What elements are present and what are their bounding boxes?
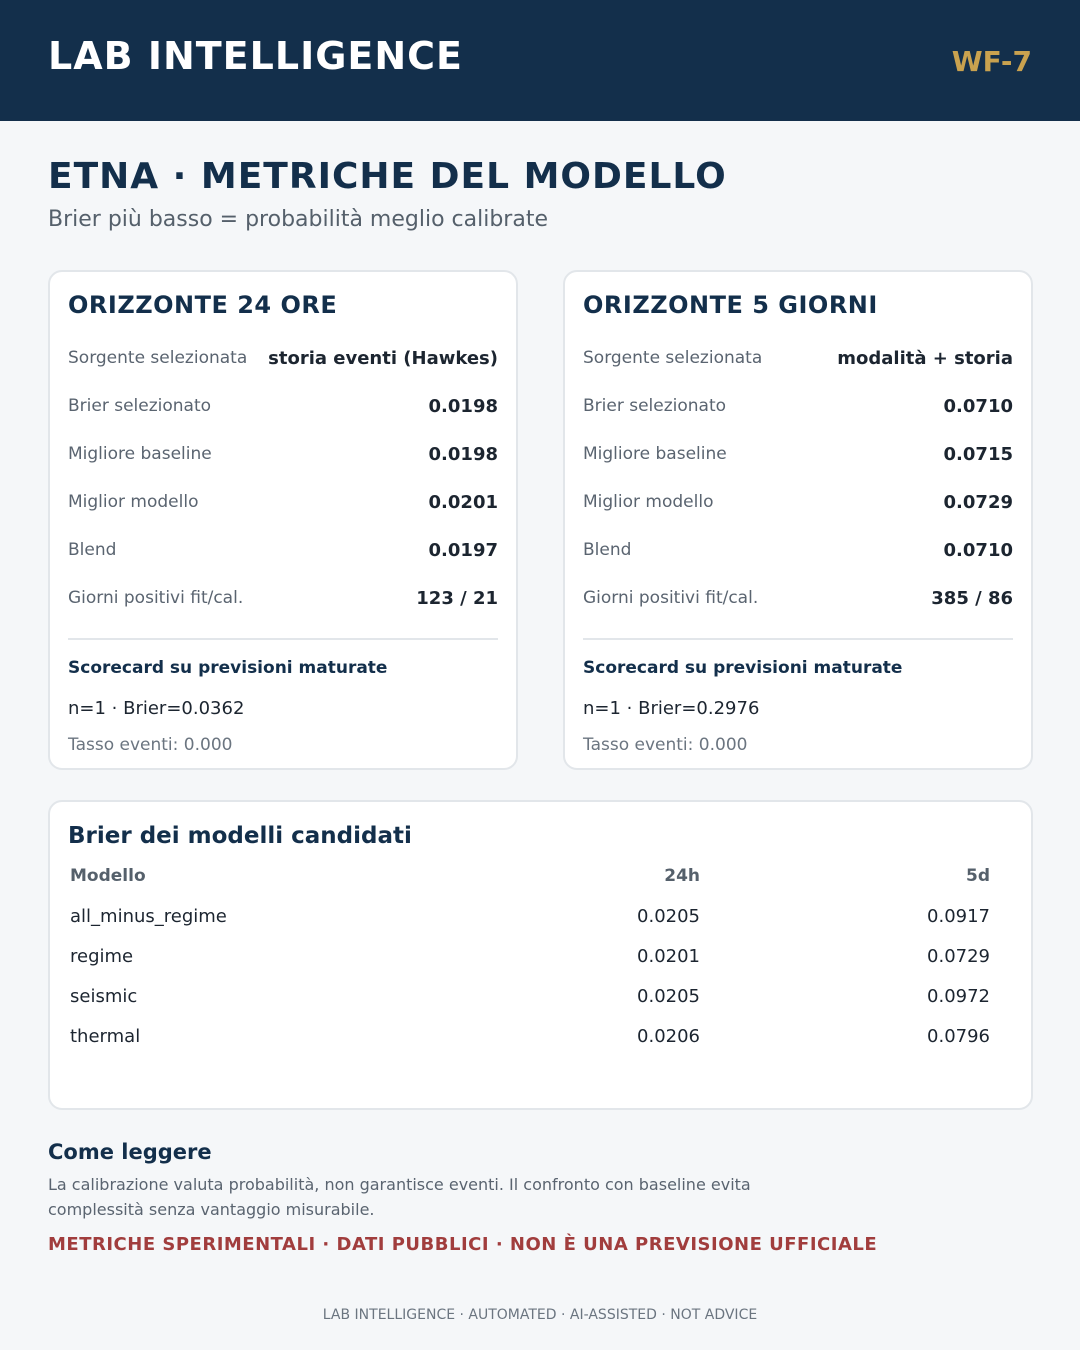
model-name: all_minus_regime	[70, 905, 227, 927]
card-divider	[583, 638, 1013, 640]
metric-row-blend	[68, 535, 498, 565]
metric-value: 0.0710	[943, 539, 1013, 561]
page-subtitle: Brier più basso = probabilità meglio calibrate	[48, 207, 548, 232]
candidate-models-card	[48, 800, 1033, 1110]
scorecard-title: Scorecard su previsioni maturate	[68, 658, 388, 678]
metric-row-best-baseline	[583, 439, 1013, 469]
metric-value: 0.0201	[428, 491, 498, 513]
metric-value: 0.0715	[943, 443, 1013, 465]
scorecard-stats: n=1 · Brier=0.0362	[68, 698, 245, 719]
model-brier-5d: 0.0729	[927, 945, 990, 967]
column-header-5d: 5d	[966, 866, 990, 886]
model-brier-24h: 0.0205	[637, 905, 700, 927]
model-name: thermal	[70, 1025, 141, 1047]
metric-label: Sorgente selezionata	[583, 348, 763, 368]
column-header-24h: 24h	[664, 866, 700, 886]
app-header	[0, 0, 1080, 121]
model-name: regime	[70, 945, 134, 967]
metric-label: Giorni positivi fit/cal.	[68, 588, 244, 608]
model-brier-5d: 0.0917	[927, 905, 990, 927]
card-title: ORIZZONTE 5 GIORNI	[583, 291, 878, 319]
metric-label: Blend	[68, 540, 117, 560]
table-row	[70, 1016, 990, 1056]
report-code: WF-7	[951, 45, 1032, 78]
scorecard-event-rate: Tasso eventi: 0.000	[68, 735, 233, 755]
horizon-card-5d	[563, 270, 1033, 770]
metric-label: Miglior modello	[583, 492, 714, 512]
horizon-card-24h	[48, 270, 518, 770]
model-brier-5d: 0.0972	[927, 985, 990, 1007]
metric-row-selected-brier	[68, 391, 498, 421]
model-brier-5d: 0.0796	[927, 1025, 990, 1047]
metric-label: Migliore baseline	[583, 444, 727, 464]
metric-value: 385 / 86	[931, 587, 1013, 609]
metric-row-source	[68, 343, 498, 373]
metric-label: Brier selezionato	[68, 396, 212, 416]
brand-title: LAB INTELLIGENCE	[48, 34, 463, 78]
metric-row-best-model	[583, 487, 1013, 517]
metric-label: Brier selezionato	[583, 396, 727, 416]
metric-row-blend	[583, 535, 1013, 565]
metric-row-positive-days	[583, 583, 1013, 613]
metric-label: Migliore baseline	[68, 444, 212, 464]
metric-value: modalità + storia	[837, 347, 1013, 369]
table-row	[70, 976, 990, 1016]
metric-value: 0.0198	[428, 395, 498, 417]
scorecard-stats: n=1 · Brier=0.2976	[583, 698, 760, 719]
model-brier-24h: 0.0201	[637, 945, 700, 967]
metric-row-best-baseline	[68, 439, 498, 469]
metric-value: 0.0198	[428, 443, 498, 465]
metric-value: 0.0729	[943, 491, 1013, 513]
metric-row-selected-brier	[583, 391, 1013, 421]
table-row	[70, 936, 990, 976]
howto-text: La calibrazione valuta probabilità, non garantisce eventi. Il confronto con baseline evita complessità senza vantaggio misurabile.	[48, 1175, 751, 1219]
metric-label: Blend	[583, 540, 632, 560]
models-title: Brier dei modelli candidati	[68, 823, 412, 849]
models-table	[70, 866, 990, 1056]
metric-label: Miglior modello	[68, 492, 199, 512]
table-row	[70, 896, 990, 936]
metric-value: storia eventi (Hawkes)	[268, 347, 498, 369]
disclaimer-banner: METRICHE SPERIMENTALI · DATI PUBBLICI · NON È UNA PREVISIONE UFFICIALE	[48, 1234, 878, 1255]
metric-row-best-model	[68, 487, 498, 517]
model-name: seismic	[70, 985, 138, 1007]
table-header-row	[70, 866, 990, 896]
page-title: ETNA · METRICHE DEL MODELLO	[48, 156, 727, 197]
scorecard-event-rate: Tasso eventi: 0.000	[583, 735, 748, 755]
metric-value: 0.0710	[943, 395, 1013, 417]
howto-title: Come leggere	[48, 1140, 212, 1164]
footer-text: LAB INTELLIGENCE · AUTOMATED · AI-ASSISTED · NOT ADVICE	[322, 1307, 758, 1323]
metric-value: 123 / 21	[416, 587, 498, 609]
scorecard-title: Scorecard su previsioni maturate	[583, 658, 903, 678]
metric-row-source	[583, 343, 1013, 373]
metric-label: Giorni positivi fit/cal.	[583, 588, 759, 608]
metric-row-positive-days	[68, 583, 498, 613]
card-title: ORIZZONTE 24 ORE	[68, 291, 338, 319]
metric-label: Sorgente selezionata	[68, 348, 248, 368]
card-divider	[68, 638, 498, 640]
model-brier-24h: 0.0206	[637, 1025, 700, 1047]
column-header-model: Modello	[70, 866, 146, 886]
metric-value: 0.0197	[428, 539, 498, 561]
model-brier-24h: 0.0205	[637, 985, 700, 1007]
